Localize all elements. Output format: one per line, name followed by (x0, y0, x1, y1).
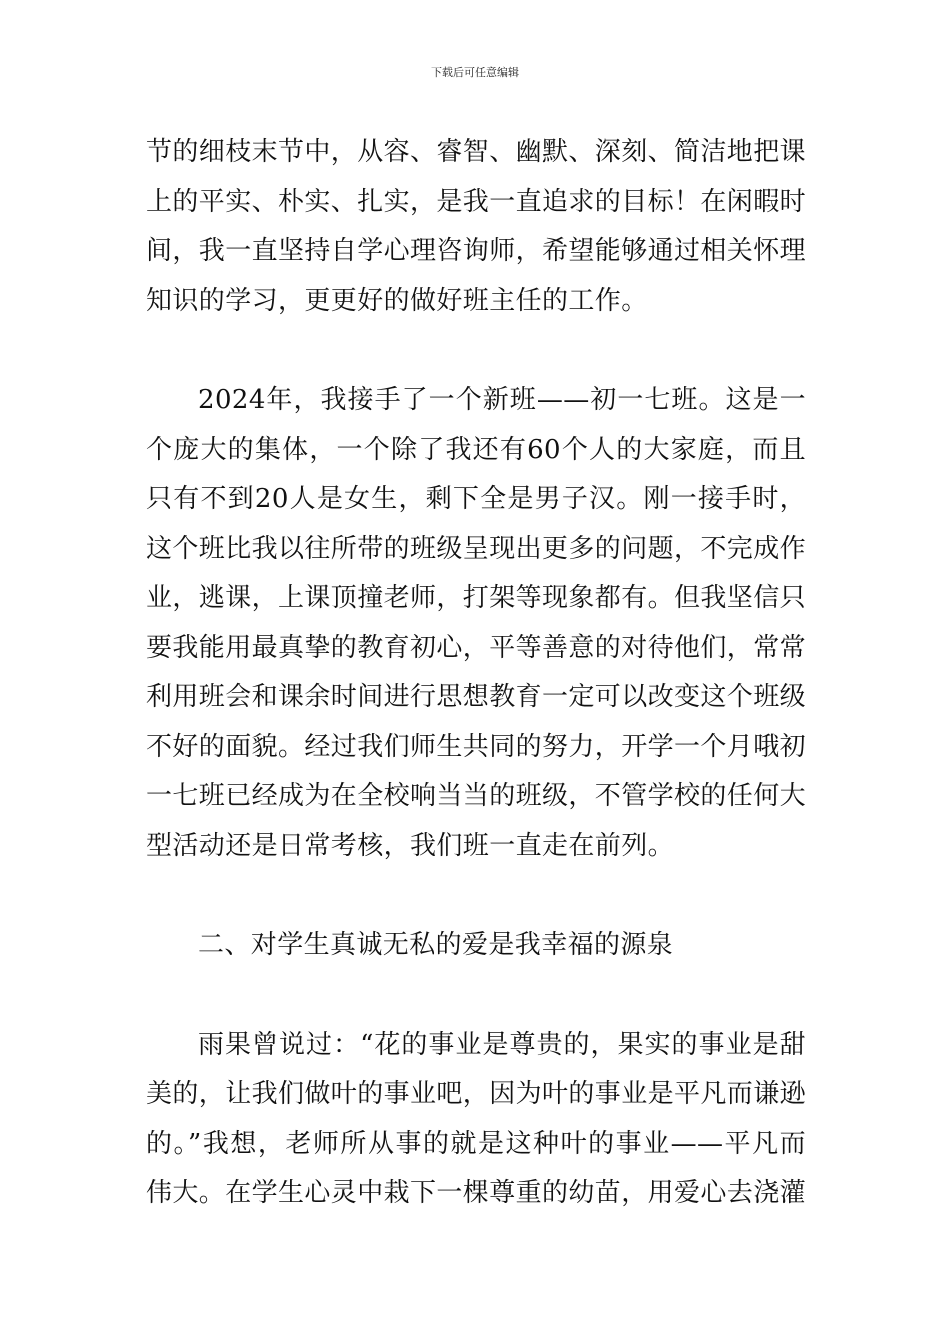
paragraph-new-class: 2024年，我接手了一个新班——初一七班。这是一个庞大的集体，一个除了我还有60个人的大家庭，而且只有不到20人是女生，剩下全是男子汉。刚一接手时，这个班比我以往所带的班级呈现出更多的问题，不完成作业，逃课，上课顶撞老师，打架等现象都有。但我坚信只要我能用最真挚的教育初心，平等善意的对待他们，常常利用班会和课余时间进行思想教育一定可以改变这个班级不好的面貌。经过我们师生共同的努力，开学一个月哦初一七班已经成为在全校响当当的班级，不管学校的任何大型活动还是日常考核，我们班一直走在前列。 (146, 385, 807, 861)
paragraph-hugo-quote: 雨果曾说过：“花的事业是尊贵的，果实的事业是甜美的，让我们做叶的事业吧，因为叶的事业是平凡而谦逊的。”我想，老师所从事的就是这种叶的事业——平凡而伟大。在学生心灵中栽下一棵尊重的幼苗，用爱心去浇灌 (146, 1029, 807, 1208)
paragraph-continuation: 节的细枝末节中，从容、睿智、幽默、深刻、简洁地把课上的平实、朴实、扎实，是我一直追求的目标！在闲暇时间，我一直坚持自学心理咨询师，希望能够通过相关怀理知识的学习，更更好的做好班主任的工作。 (146, 137, 807, 316)
page-header: 下载后可任意编辑 (431, 66, 519, 79)
section-heading: 二、对学生真诚无私的爱是我幸福的源泉 (198, 930, 674, 960)
document-body (146, 128, 806, 1219)
